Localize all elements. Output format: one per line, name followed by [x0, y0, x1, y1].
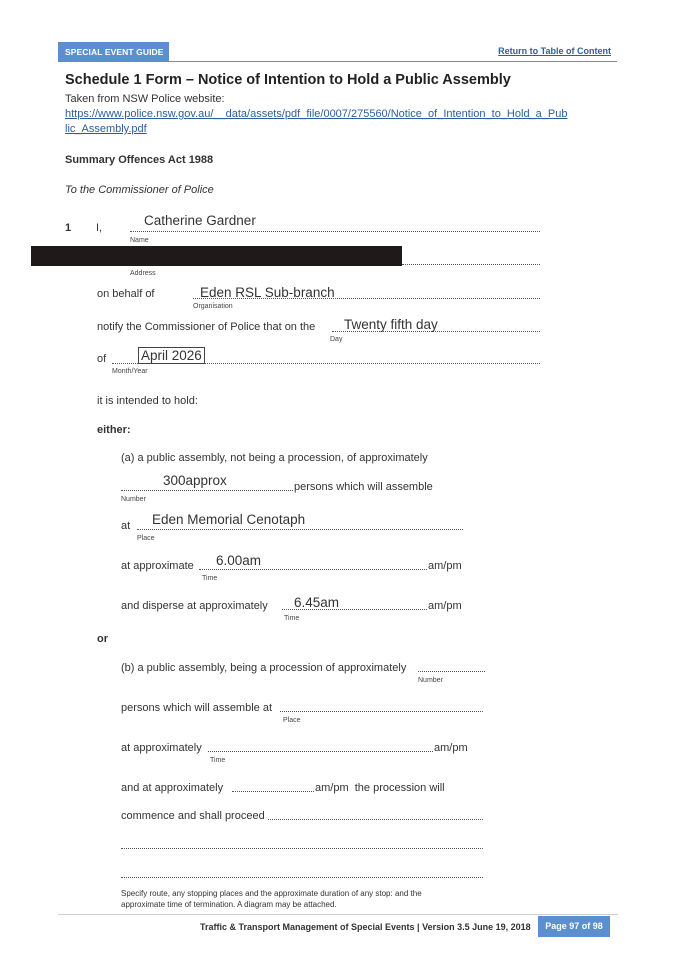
b-time-caption: Time	[210, 757, 226, 764]
b-commence-time-field[interactable]	[232, 791, 314, 792]
source-url-link-cont[interactable]: lic_Assembly.pdf	[65, 123, 147, 135]
a-time-field-line	[199, 569, 427, 570]
organisation-caption: Organisation	[193, 303, 233, 310]
a-number-field-line	[121, 490, 293, 491]
b-time-field[interactable]	[208, 751, 433, 752]
b-route-note-line2: approximate time of termination. A diagram may be attached.	[121, 900, 337, 909]
i-label: I,	[96, 222, 103, 234]
item-number: 1	[65, 222, 72, 234]
b-number-field[interactable]	[418, 671, 485, 672]
option-b-text: (b) a public assembly, being a procession of approximately	[121, 662, 407, 674]
b-and-at-label: and at approximately	[121, 782, 224, 794]
page-title: Schedule 1 Form – Notice of Intention to Hold a Public Assembly	[65, 72, 511, 88]
address-field-line[interactable]	[402, 264, 540, 265]
a-number-caption: Number	[121, 496, 146, 503]
on-behalf-label: on behalf of	[97, 288, 155, 300]
act-heading: Summary Offences Act 1988	[65, 154, 214, 166]
b-commence-suffix: am/pm the procession will	[315, 782, 445, 794]
address-caption: Address	[130, 270, 156, 277]
a-persons-label: persons which will assemble	[294, 481, 433, 493]
or-label: or	[97, 633, 108, 645]
redacted-address	[31, 246, 402, 266]
return-to-toc-link[interactable]: Return to Table of Content	[498, 46, 611, 56]
b-place-field[interactable]	[280, 711, 483, 712]
footer-divider	[58, 914, 618, 915]
day-field[interactable]: Twenty fifth day	[344, 317, 438, 332]
a-at-approx-label: at approximate	[121, 560, 194, 572]
b-time-ampm: am/pm	[434, 742, 468, 754]
either-label: either:	[97, 424, 131, 436]
b-route-note-line1: Specify route, any stopping places and the approximate duration of any stop: and the	[121, 889, 422, 898]
intended-label: it is intended to hold:	[97, 395, 198, 407]
name-field[interactable]: Catherine Gardner	[144, 213, 256, 228]
addressee: To the Commissioner of Police	[65, 184, 214, 196]
a-number-field[interactable]: 300approx	[163, 473, 227, 488]
name-field-line	[130, 231, 540, 232]
a-place-field-line	[137, 529, 463, 530]
source-url-link[interactable]: https://www.police.nsw.gov.au/__data/assets/pdf_file/0007/275560/Notice_of_Intention_to_Hold_a_Pub	[65, 108, 568, 120]
b-proceed-label: commence and shall proceed	[121, 810, 265, 822]
day-caption: Day	[330, 336, 343, 343]
option-a-text: (a) a public assembly, not being a procession, of approximately	[121, 452, 428, 464]
month-year-caption: Month/Year	[112, 368, 148, 375]
name-caption: Name	[130, 237, 149, 244]
section-tab: SPECIAL EVENT GUIDE	[58, 42, 169, 62]
month-year-field[interactable]: April 2026	[138, 347, 205, 364]
source-intro: Taken from NSW Police website:	[65, 93, 225, 105]
b-route-field-line2[interactable]	[121, 848, 483, 849]
a-disperse-ampm: am/pm	[428, 600, 462, 612]
organisation-field[interactable]: Eden RSL Sub-branch	[200, 285, 335, 300]
footer-text: Traffic & Transport Management of Special Events | Version 3.5 June 19, 2018	[200, 922, 531, 932]
a-at-label: at	[121, 520, 131, 532]
page-number-badge: Page 97 of 98	[538, 916, 610, 937]
b-assemble-label: persons which will assemble at	[121, 702, 273, 714]
a-disperse-caption: Time	[284, 615, 300, 622]
a-disperse-label: and disperse at approximately	[121, 600, 268, 612]
b-route-field-line3[interactable]	[121, 877, 483, 878]
b-number-caption: Number	[418, 677, 443, 684]
a-place-field[interactable]: Eden Memorial Cenotaph	[152, 512, 306, 527]
a-time-field[interactable]: 6.00am	[216, 553, 262, 568]
b-place-caption: Place	[283, 717, 301, 724]
notify-label: notify the Commissioner of Police that on the	[97, 321, 316, 333]
a-disperse-field[interactable]: 6.45am	[294, 595, 340, 610]
header-divider	[169, 61, 617, 62]
a-time-caption: Time	[202, 575, 218, 582]
b-at-approx-label: at approximately	[121, 742, 202, 754]
a-time-ampm: am/pm	[428, 560, 462, 572]
b-route-field-line1[interactable]	[268, 819, 483, 820]
a-place-caption: Place	[137, 535, 155, 542]
of-label: of	[97, 353, 107, 365]
